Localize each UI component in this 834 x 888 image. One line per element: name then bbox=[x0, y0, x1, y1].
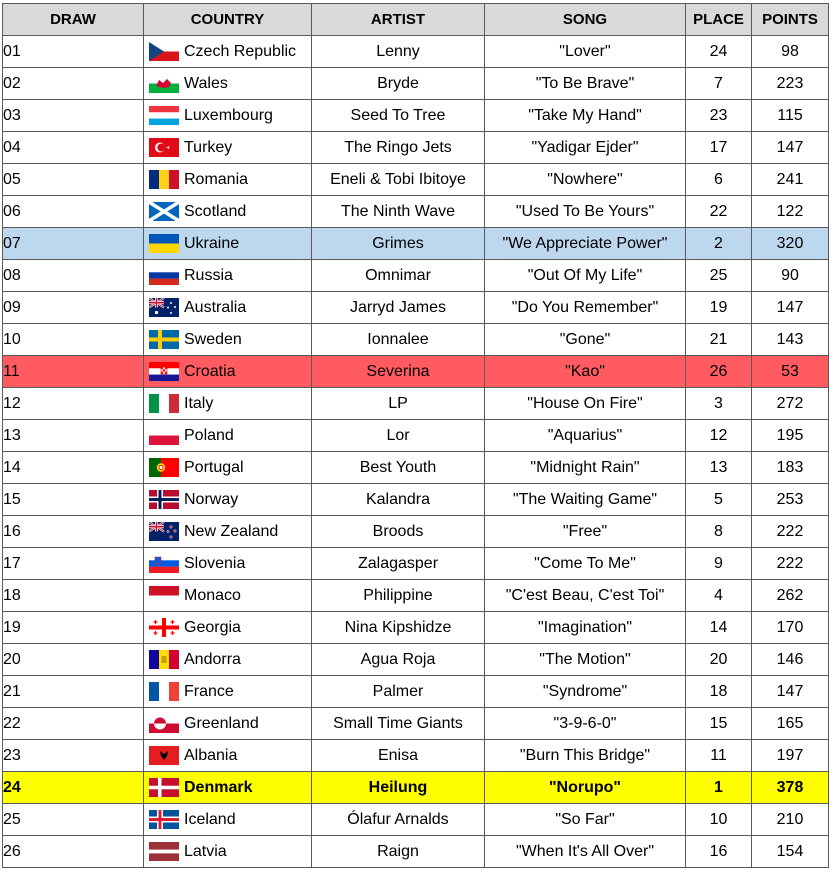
cell-artist: Jarryd James bbox=[312, 292, 485, 324]
cell-draw: 13 bbox=[3, 420, 144, 452]
cell-song: "Come To Me" bbox=[485, 548, 686, 580]
cell-draw: 25 bbox=[3, 804, 144, 836]
country-name: New Zealand bbox=[184, 522, 279, 540]
table-row bbox=[3, 388, 829, 420]
cell-song: "Take My Hand" bbox=[485, 100, 686, 132]
table-row bbox=[3, 836, 829, 868]
header-place: PLACE bbox=[686, 4, 752, 36]
cell-song: "C'est Beau, C'est Toi" bbox=[485, 580, 686, 612]
cell-artist: Omnimar bbox=[312, 260, 485, 292]
country-name: Latvia bbox=[184, 842, 227, 860]
greenland-flag-icon bbox=[149, 714, 179, 733]
cell-song: "3-9-6-0" bbox=[485, 708, 686, 740]
cell-artist: LP bbox=[312, 388, 485, 420]
france-flag-icon bbox=[149, 682, 179, 701]
cell-song: "Free" bbox=[485, 516, 686, 548]
header-points: POINTS bbox=[752, 4, 829, 36]
country-name: Poland bbox=[184, 426, 234, 444]
country-name: Turkey bbox=[184, 138, 233, 156]
header-draw: DRAW bbox=[3, 4, 144, 36]
cell-draw: 08 bbox=[3, 260, 144, 292]
table-row bbox=[3, 580, 829, 612]
table-row bbox=[3, 324, 829, 356]
cell-points: 147 bbox=[752, 676, 829, 708]
cell-draw: 26 bbox=[3, 836, 144, 868]
cell-country bbox=[144, 644, 312, 676]
cell-song: "Imagination" bbox=[485, 612, 686, 644]
cell-points: 146 bbox=[752, 644, 829, 676]
country-name: Romania bbox=[184, 170, 249, 188]
cell-country bbox=[144, 836, 312, 868]
cell-place: 18 bbox=[686, 676, 752, 708]
cell-artist: Palmer bbox=[312, 676, 485, 708]
table-row bbox=[3, 260, 829, 292]
sweden-flag-icon bbox=[149, 330, 179, 349]
cell-place: 6 bbox=[686, 164, 752, 196]
cell-points: 222 bbox=[752, 548, 829, 580]
cell-points: 143 bbox=[752, 324, 829, 356]
cell-points: 53 bbox=[752, 356, 829, 388]
albania-flag-icon bbox=[149, 746, 179, 765]
table-row bbox=[3, 100, 829, 132]
country-name: Russia bbox=[184, 266, 233, 284]
cell-country bbox=[144, 388, 312, 420]
cell-country bbox=[144, 100, 312, 132]
header-row bbox=[3, 4, 829, 36]
cell-draw: 09 bbox=[3, 292, 144, 324]
table-row bbox=[3, 452, 829, 484]
cell-artist: Broods bbox=[312, 516, 485, 548]
table-row bbox=[3, 164, 829, 196]
cell-place: 10 bbox=[686, 804, 752, 836]
cell-artist: Best Youth bbox=[312, 452, 485, 484]
cell-place: 13 bbox=[686, 452, 752, 484]
cell-draw: 19 bbox=[3, 612, 144, 644]
romania-flag-icon bbox=[149, 170, 179, 189]
cell-country bbox=[144, 612, 312, 644]
cell-points: 222 bbox=[752, 516, 829, 548]
cell-draw: 16 bbox=[3, 516, 144, 548]
scotland-flag-icon bbox=[149, 202, 179, 221]
cell-draw: 07 bbox=[3, 228, 144, 260]
cell-country bbox=[144, 740, 312, 772]
iceland-flag-icon bbox=[149, 810, 179, 829]
cell-song: "Midnight Rain" bbox=[485, 452, 686, 484]
table-row bbox=[3, 132, 829, 164]
cell-artist: Ólafur Arnalds bbox=[312, 804, 485, 836]
country-name: Albania bbox=[184, 746, 238, 764]
slovenia-flag-icon bbox=[149, 554, 179, 573]
country-name: Monaco bbox=[184, 586, 241, 604]
cell-song: "When It's All Over" bbox=[485, 836, 686, 868]
country-name: Ukraine bbox=[184, 234, 240, 252]
denmark-flag-icon bbox=[149, 778, 179, 797]
cell-place: 15 bbox=[686, 708, 752, 740]
cell-song: "To Be Brave" bbox=[485, 68, 686, 100]
cell-artist: Ionnalee bbox=[312, 324, 485, 356]
country-name: Scotland bbox=[184, 202, 247, 220]
australia-flag-icon bbox=[149, 298, 179, 317]
cell-points: 147 bbox=[752, 292, 829, 324]
cell-draw: 10 bbox=[3, 324, 144, 356]
cell-country bbox=[144, 196, 312, 228]
cell-place: 9 bbox=[686, 548, 752, 580]
cell-artist: Philippine bbox=[312, 580, 485, 612]
cell-artist: Enisa bbox=[312, 740, 485, 772]
country-name: Italy bbox=[184, 394, 214, 412]
table-row bbox=[3, 516, 829, 548]
cell-country bbox=[144, 292, 312, 324]
portugal-flag-icon bbox=[149, 458, 179, 477]
table-row bbox=[3, 292, 829, 324]
cell-points: 98 bbox=[752, 36, 829, 68]
cell-draw: 12 bbox=[3, 388, 144, 420]
cell-song: "Kao" bbox=[485, 356, 686, 388]
cell-points: 223 bbox=[752, 68, 829, 100]
cell-draw: 01 bbox=[3, 36, 144, 68]
country-name: Georgia bbox=[184, 618, 241, 636]
cell-draw: 04 bbox=[3, 132, 144, 164]
country-name: Czech Republic bbox=[184, 42, 297, 60]
cell-country bbox=[144, 708, 312, 740]
table-row bbox=[3, 36, 829, 68]
cell-points: 122 bbox=[752, 196, 829, 228]
cell-song: "The Waiting Game" bbox=[485, 484, 686, 516]
table-row bbox=[3, 228, 829, 260]
cell-place: 22 bbox=[686, 196, 752, 228]
cell-song: "Nowhere" bbox=[485, 164, 686, 196]
cell-place: 3 bbox=[686, 388, 752, 420]
table-row bbox=[3, 420, 829, 452]
header-country: COUNTRY bbox=[144, 4, 312, 36]
cell-artist: Kalandra bbox=[312, 484, 485, 516]
cell-place: 7 bbox=[686, 68, 752, 100]
cell-country bbox=[144, 516, 312, 548]
table-row bbox=[3, 484, 829, 516]
new-zealand-flag-icon bbox=[149, 522, 179, 541]
cell-points: 320 bbox=[752, 228, 829, 260]
table-row bbox=[3, 772, 829, 804]
cell-country bbox=[144, 772, 312, 804]
cell-artist: Raign bbox=[312, 836, 485, 868]
cell-place: 5 bbox=[686, 484, 752, 516]
cell-place: 17 bbox=[686, 132, 752, 164]
luxembourg-flag-icon bbox=[149, 106, 179, 125]
cell-place: 4 bbox=[686, 580, 752, 612]
cell-place: 12 bbox=[686, 420, 752, 452]
monaco-flag-icon bbox=[149, 586, 179, 605]
turkey-flag-icon bbox=[149, 138, 179, 157]
cell-place: 1 bbox=[686, 772, 752, 804]
cell-draw: 03 bbox=[3, 100, 144, 132]
cell-points: 378 bbox=[752, 772, 829, 804]
georgia-flag-icon bbox=[149, 618, 179, 637]
cell-artist: Lenny bbox=[312, 36, 485, 68]
cell-country bbox=[144, 164, 312, 196]
cell-country bbox=[144, 260, 312, 292]
cell-points: 210 bbox=[752, 804, 829, 836]
table-row bbox=[3, 708, 829, 740]
cell-draw: 02 bbox=[3, 68, 144, 100]
cell-country bbox=[144, 68, 312, 100]
country-name: Sweden bbox=[184, 330, 242, 348]
cell-points: 197 bbox=[752, 740, 829, 772]
cell-country bbox=[144, 548, 312, 580]
country-name: Iceland bbox=[184, 810, 236, 828]
table-row bbox=[3, 612, 829, 644]
cell-song: "House On Fire" bbox=[485, 388, 686, 420]
cell-artist: Nina Kipshidze bbox=[312, 612, 485, 644]
table-row bbox=[3, 548, 829, 580]
cell-points: 115 bbox=[752, 100, 829, 132]
cell-points: 154 bbox=[752, 836, 829, 868]
cell-country bbox=[144, 804, 312, 836]
table-row bbox=[3, 68, 829, 100]
cell-artist: Eneli & Tobi Ibitoye bbox=[312, 164, 485, 196]
cell-artist: The Ringo Jets bbox=[312, 132, 485, 164]
country-name: Croatia bbox=[184, 362, 236, 380]
cell-country bbox=[144, 228, 312, 260]
cell-country bbox=[144, 580, 312, 612]
cell-place: 25 bbox=[686, 260, 752, 292]
cell-country bbox=[144, 324, 312, 356]
table-row bbox=[3, 196, 829, 228]
cell-place: 8 bbox=[686, 516, 752, 548]
cell-country bbox=[144, 132, 312, 164]
cell-artist: Seed To Tree bbox=[312, 100, 485, 132]
country-name: Greenland bbox=[184, 714, 259, 732]
country-name: Slovenia bbox=[184, 554, 246, 572]
cell-song: "We Appreciate Power" bbox=[485, 228, 686, 260]
results-table bbox=[2, 3, 829, 868]
cell-country bbox=[144, 420, 312, 452]
italy-flag-icon bbox=[149, 394, 179, 413]
table-row bbox=[3, 804, 829, 836]
cell-artist: Small Time Giants bbox=[312, 708, 485, 740]
cell-artist: Bryde bbox=[312, 68, 485, 100]
header-song: SONG bbox=[485, 4, 686, 36]
cell-place: 21 bbox=[686, 324, 752, 356]
croatia-flag-icon bbox=[149, 362, 179, 381]
cell-country bbox=[144, 36, 312, 68]
cell-points: 195 bbox=[752, 420, 829, 452]
cell-draw: 22 bbox=[3, 708, 144, 740]
norway-flag-icon bbox=[149, 490, 179, 509]
cell-place: 16 bbox=[686, 836, 752, 868]
cell-place: 20 bbox=[686, 644, 752, 676]
andorra-flag-icon bbox=[149, 650, 179, 669]
latvia-flag-icon bbox=[149, 842, 179, 861]
country-name: Norway bbox=[184, 490, 239, 508]
cell-points: 165 bbox=[752, 708, 829, 740]
cell-song: "Out Of My Life" bbox=[485, 260, 686, 292]
cell-song: "Lover" bbox=[485, 36, 686, 68]
cell-song: "So Far" bbox=[485, 804, 686, 836]
cell-place: 11 bbox=[686, 740, 752, 772]
cell-artist: Severina bbox=[312, 356, 485, 388]
cell-song: "Do You Remember" bbox=[485, 292, 686, 324]
table-row bbox=[3, 676, 829, 708]
cell-place: 23 bbox=[686, 100, 752, 132]
country-name: France bbox=[184, 682, 234, 700]
cell-artist: Lor bbox=[312, 420, 485, 452]
cell-country bbox=[144, 356, 312, 388]
cell-points: 170 bbox=[752, 612, 829, 644]
cell-place: 2 bbox=[686, 228, 752, 260]
cell-song: "The Motion" bbox=[485, 644, 686, 676]
table-row bbox=[3, 356, 829, 388]
cell-draw: 05 bbox=[3, 164, 144, 196]
cell-draw: 20 bbox=[3, 644, 144, 676]
cell-artist: Grimes bbox=[312, 228, 485, 260]
cell-artist: The Ninth Wave bbox=[312, 196, 485, 228]
cell-song: "Syndrome" bbox=[485, 676, 686, 708]
cell-song: "Yadigar Ejder" bbox=[485, 132, 686, 164]
wales-flag-icon bbox=[149, 74, 179, 93]
cell-points: 262 bbox=[752, 580, 829, 612]
cell-song: "Norupo" bbox=[485, 772, 686, 804]
table-row bbox=[3, 740, 829, 772]
cell-draw: 15 bbox=[3, 484, 144, 516]
country-name: Australia bbox=[184, 298, 247, 316]
cell-draw: 24 bbox=[3, 772, 144, 804]
cell-place: 24 bbox=[686, 36, 752, 68]
cell-song: "Used To Be Yours" bbox=[485, 196, 686, 228]
cell-draw: 17 bbox=[3, 548, 144, 580]
table-row bbox=[3, 644, 829, 676]
cell-draw: 21 bbox=[3, 676, 144, 708]
cell-country bbox=[144, 484, 312, 516]
country-name: Portugal bbox=[184, 458, 244, 476]
cell-draw: 18 bbox=[3, 580, 144, 612]
cell-draw: 14 bbox=[3, 452, 144, 484]
cell-points: 183 bbox=[752, 452, 829, 484]
cell-points: 272 bbox=[752, 388, 829, 420]
country-name: Luxembourg bbox=[184, 106, 273, 124]
country-name: Denmark bbox=[184, 778, 253, 796]
cell-country bbox=[144, 676, 312, 708]
ukraine-flag-icon bbox=[149, 234, 179, 253]
cell-points: 90 bbox=[752, 260, 829, 292]
cell-draw: 06 bbox=[3, 196, 144, 228]
cell-place: 26 bbox=[686, 356, 752, 388]
cell-points: 147 bbox=[752, 132, 829, 164]
cell-points: 253 bbox=[752, 484, 829, 516]
cell-song: "Gone" bbox=[485, 324, 686, 356]
header-artist: ARTIST bbox=[312, 4, 485, 36]
cell-song: "Aquarius" bbox=[485, 420, 686, 452]
country-name: Wales bbox=[184, 74, 228, 92]
cell-artist: Zalagasper bbox=[312, 548, 485, 580]
cell-artist: Heilung bbox=[312, 772, 485, 804]
cell-points: 241 bbox=[752, 164, 829, 196]
cell-artist: Agua Roja bbox=[312, 644, 485, 676]
cell-country bbox=[144, 452, 312, 484]
cell-song: "Burn This Bridge" bbox=[485, 740, 686, 772]
poland-flag-icon bbox=[149, 426, 179, 445]
cell-place: 14 bbox=[686, 612, 752, 644]
cell-draw: 11 bbox=[3, 356, 144, 388]
country-name: Andorra bbox=[184, 650, 241, 668]
czech-flag-icon bbox=[149, 42, 179, 61]
russia-flag-icon bbox=[149, 266, 179, 285]
cell-place: 19 bbox=[686, 292, 752, 324]
cell-draw: 23 bbox=[3, 740, 144, 772]
